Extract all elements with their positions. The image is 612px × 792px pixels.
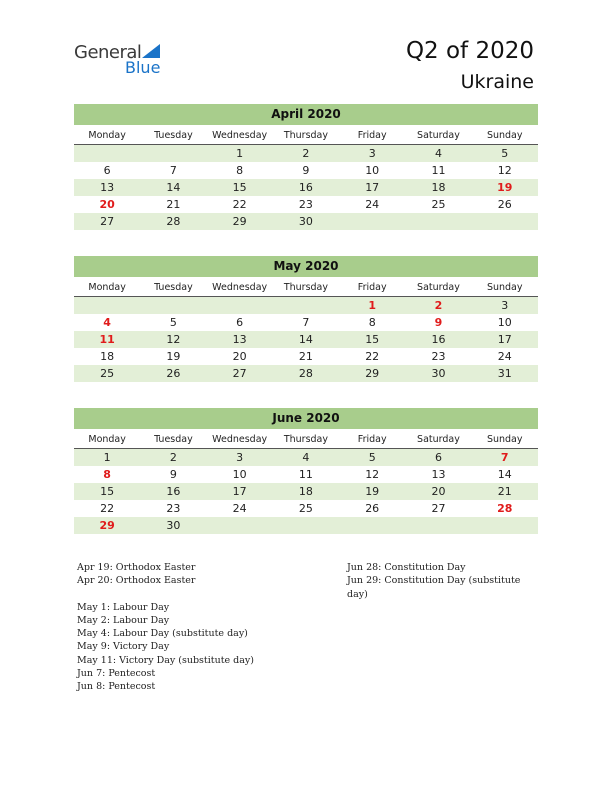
holiday-note: May 1: Labour Day bbox=[77, 601, 170, 613]
day-cell: 18 bbox=[298, 485, 313, 498]
day-cell: 29 bbox=[232, 215, 247, 228]
holiday-notes-right bbox=[347, 561, 537, 601]
day-cell: 10 bbox=[232, 468, 247, 481]
day-cell: 28 bbox=[298, 367, 313, 380]
weekday-label: Monday bbox=[88, 130, 126, 141]
day-cell: 3 bbox=[236, 451, 244, 464]
day-cell: 15 bbox=[365, 333, 380, 346]
day-cell: 23 bbox=[431, 350, 446, 363]
day-cell: 19 bbox=[365, 485, 380, 498]
day-cell: 25 bbox=[298, 502, 313, 515]
week-row bbox=[74, 196, 538, 213]
holiday-day-cell: 29 bbox=[99, 519, 115, 532]
weekday-label: Friday bbox=[357, 434, 387, 445]
week-row bbox=[74, 449, 538, 466]
week-row bbox=[74, 483, 538, 500]
day-cell: 3 bbox=[368, 147, 376, 160]
day-cell: 29 bbox=[365, 367, 380, 380]
week-row bbox=[74, 145, 538, 162]
weekday-label: Thursday bbox=[283, 282, 329, 293]
day-cell: 11 bbox=[431, 164, 446, 177]
weekday-label: Sunday bbox=[486, 130, 523, 141]
day-cell: 10 bbox=[365, 164, 380, 177]
day-cell: 11 bbox=[298, 468, 313, 481]
holiday-day-cell: 1 bbox=[368, 299, 377, 312]
day-cell: 25 bbox=[431, 198, 446, 211]
day-cell: 15 bbox=[232, 181, 247, 194]
day-cell: 3 bbox=[501, 299, 509, 312]
day-cell: 7 bbox=[302, 316, 310, 329]
day-cell: 19 bbox=[166, 350, 181, 363]
week-row bbox=[74, 517, 538, 534]
day-cell: 25 bbox=[100, 367, 115, 380]
week-row bbox=[74, 179, 538, 196]
weekday-label: Wednesday bbox=[212, 434, 268, 445]
weekday-label: Saturday bbox=[417, 130, 460, 141]
day-cell: 26 bbox=[166, 367, 181, 380]
weekday-label: Saturday bbox=[417, 282, 460, 293]
day-cell: 4 bbox=[302, 451, 310, 464]
day-cell bbox=[472, 517, 538, 534]
day-cell: 17 bbox=[365, 181, 380, 194]
day-cell: 23 bbox=[298, 198, 313, 211]
weekday-label: Friday bbox=[357, 282, 387, 293]
day-cell bbox=[472, 213, 538, 230]
month-calendar bbox=[74, 104, 538, 230]
page-title: Q2 of 2020 bbox=[405, 38, 534, 64]
week-row bbox=[74, 314, 538, 331]
day-cell: 14 bbox=[298, 333, 313, 346]
day-cell: 30 bbox=[166, 519, 181, 532]
day-cell: 1 bbox=[236, 147, 244, 160]
day-cell: 6 bbox=[236, 316, 244, 329]
day-cell: 13 bbox=[431, 468, 446, 481]
logo-general-text: General bbox=[74, 42, 142, 63]
day-cell: 2 bbox=[302, 147, 310, 160]
day-cell: 20 bbox=[431, 485, 446, 498]
week-row bbox=[74, 365, 538, 382]
day-cell: 28 bbox=[166, 215, 181, 228]
day-cell: 30 bbox=[298, 215, 313, 228]
holiday-note: May 2: Labour Day bbox=[77, 614, 170, 626]
day-cell: 9 bbox=[302, 164, 310, 177]
day-cell: 17 bbox=[232, 485, 247, 498]
day-cell: 27 bbox=[100, 215, 115, 228]
day-cell: 26 bbox=[497, 198, 512, 211]
day-cell: 22 bbox=[365, 350, 380, 363]
day-cell: 4 bbox=[434, 147, 442, 160]
holiday-note: Jun 7: Pentecost bbox=[77, 668, 156, 680]
weekday-label: Monday bbox=[88, 434, 126, 445]
week-row bbox=[74, 297, 538, 314]
day-cell: 21 bbox=[298, 350, 313, 363]
day-cell: 1 bbox=[103, 451, 111, 464]
day-cell bbox=[273, 517, 339, 534]
holiday-note: Jun 8: Pentecost bbox=[77, 681, 156, 693]
day-cell bbox=[339, 517, 405, 534]
day-cell bbox=[140, 145, 206, 162]
day-cell: 20 bbox=[232, 350, 247, 363]
day-cell: 12 bbox=[166, 333, 181, 346]
month-title: June 2020 bbox=[74, 408, 538, 429]
day-cell: 13 bbox=[232, 333, 247, 346]
day-cell: 21 bbox=[166, 198, 181, 211]
holiday-note: Jun 29: Constitution Day (substitute day) bbox=[347, 575, 521, 600]
day-cell: 30 bbox=[431, 367, 446, 380]
holiday-note: May 4: Labour Day (substitute day) bbox=[77, 628, 248, 640]
holiday-day-cell: 4 bbox=[103, 316, 111, 329]
day-cell: 13 bbox=[100, 181, 115, 194]
day-cell: 6 bbox=[434, 451, 442, 464]
weekday-header-row bbox=[74, 127, 538, 145]
week-row bbox=[74, 213, 538, 230]
day-cell bbox=[405, 517, 471, 534]
day-cell: 8 bbox=[236, 164, 244, 177]
week-row bbox=[74, 348, 538, 365]
day-cell: 27 bbox=[431, 502, 446, 515]
day-cell: 14 bbox=[166, 181, 181, 194]
day-cell bbox=[207, 297, 273, 314]
holiday-day-cell: 7 bbox=[500, 451, 509, 464]
weekday-label: Friday bbox=[357, 130, 387, 141]
logo-triangle-icon bbox=[142, 44, 160, 58]
day-cell bbox=[140, 297, 206, 314]
day-cell: 12 bbox=[365, 468, 380, 481]
day-cell: 8 bbox=[368, 316, 376, 329]
holiday-day-cell: 28 bbox=[497, 502, 513, 515]
holiday-day-cell: 2 bbox=[434, 299, 443, 312]
day-cell bbox=[207, 517, 273, 534]
day-cell: 5 bbox=[169, 316, 177, 329]
holiday-note: Apr 20: Orthodox Easter bbox=[77, 575, 196, 587]
holiday-day-cell: 11 bbox=[99, 333, 115, 346]
day-cell: 12 bbox=[497, 164, 512, 177]
day-cell: 15 bbox=[100, 485, 115, 498]
day-cell: 16 bbox=[431, 333, 446, 346]
day-cell: 10 bbox=[497, 316, 512, 329]
weekday-label: Tuesday bbox=[154, 130, 193, 141]
holiday-day-cell: 9 bbox=[434, 316, 443, 329]
day-cell: 31 bbox=[497, 367, 512, 380]
month-title: May 2020 bbox=[74, 256, 538, 277]
holiday-note: Jun 28: Constitution Day bbox=[347, 562, 466, 573]
weekday-label: Monday bbox=[88, 282, 126, 293]
day-cell bbox=[74, 297, 140, 314]
weekday-label: Sunday bbox=[486, 282, 523, 293]
week-row bbox=[74, 500, 538, 517]
logo-blue-text: Blue bbox=[125, 58, 161, 77]
month-calendar bbox=[74, 256, 538, 382]
day-cell: 6 bbox=[103, 164, 111, 177]
country-name: Ukraine bbox=[460, 71, 534, 93]
month-title: April 2020 bbox=[74, 104, 538, 125]
day-cell bbox=[273, 297, 339, 314]
day-cell bbox=[405, 213, 471, 230]
weekday-label: Thursday bbox=[283, 130, 329, 141]
weekday-label: Wednesday bbox=[212, 282, 268, 293]
weekday-header-row bbox=[74, 279, 538, 297]
day-cell: 5 bbox=[368, 451, 376, 464]
day-cell: 5 bbox=[501, 147, 509, 160]
month-calendar bbox=[74, 408, 538, 534]
day-cell: 17 bbox=[497, 333, 512, 346]
day-cell: 22 bbox=[100, 502, 115, 515]
day-cell: 22 bbox=[232, 198, 247, 211]
holiday-note: May 11: Victory Day (substitute day) bbox=[77, 654, 254, 666]
weekday-label: Saturday bbox=[417, 434, 460, 445]
holiday-day-cell: 8 bbox=[103, 468, 111, 481]
week-row bbox=[74, 162, 538, 179]
week-row bbox=[74, 466, 538, 483]
weekday-header-row bbox=[74, 431, 538, 449]
holiday-day-cell: 20 bbox=[99, 198, 115, 211]
holiday-notes-left bbox=[77, 561, 317, 694]
day-cell bbox=[339, 213, 405, 230]
day-cell: 16 bbox=[166, 485, 181, 498]
weekday-label: Tuesday bbox=[154, 282, 193, 293]
day-cell: 18 bbox=[100, 350, 115, 363]
day-cell: 27 bbox=[232, 367, 247, 380]
day-cell bbox=[74, 145, 140, 162]
day-cell: 16 bbox=[298, 181, 313, 194]
day-cell: 14 bbox=[497, 468, 512, 481]
weekday-label: Thursday bbox=[283, 434, 329, 445]
day-cell: 18 bbox=[431, 181, 446, 194]
day-cell: 9 bbox=[169, 468, 177, 481]
day-cell: 24 bbox=[365, 198, 380, 211]
weekday-label: Sunday bbox=[486, 434, 523, 445]
week-row bbox=[74, 331, 538, 348]
weekday-label: Wednesday bbox=[212, 130, 268, 141]
day-cell: 26 bbox=[365, 502, 380, 515]
day-cell: 24 bbox=[497, 350, 512, 363]
logo bbox=[74, 42, 174, 78]
day-cell: 21 bbox=[497, 485, 512, 498]
holiday-note: May 9: Victory Day bbox=[77, 641, 170, 653]
day-cell: 24 bbox=[232, 502, 247, 515]
day-cell: 7 bbox=[169, 164, 177, 177]
day-cell: 23 bbox=[166, 502, 181, 515]
day-cell: 2 bbox=[169, 451, 177, 464]
holiday-note: Apr 19: Orthodox Easter bbox=[77, 562, 196, 573]
holiday-day-cell: 19 bbox=[497, 181, 513, 194]
weekday-label: Tuesday bbox=[154, 434, 193, 445]
